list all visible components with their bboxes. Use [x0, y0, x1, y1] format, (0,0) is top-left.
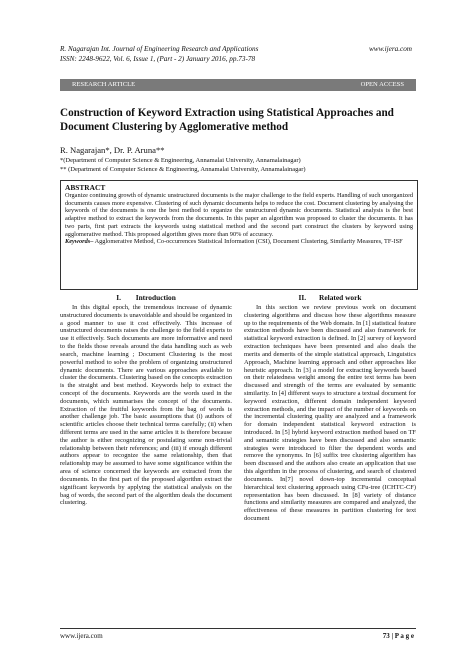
journal-website[interactable]: www.ijera.com	[369, 45, 412, 53]
author-affiliation-1: *(Department of Computer Science & Engineering, Annamalai University, Annamalainagar)	[60, 157, 301, 164]
page-number: 73 | P a g e	[382, 632, 414, 640]
left-column	[60, 293, 232, 507]
paper-title: Construction of Keyword Extraction using Statistical Approaches and Document Clustering by Agglomerative method	[60, 107, 394, 133]
journal-citation-line1: R. Nagarajan Int. Journal of Engineering Research and Applications	[60, 45, 259, 53]
related-work-text: In this section we review previous work on document clustering algorithms and discuss how these algorithms measure up to the requirements of the Web domain. In [1] statistical feature extraction methods have been discussed and also framework for statistical keyword extraction is defined. In [2] survey of keyword extraction techniques have been presented and also deals the merits and demerits of the simple statistical approach, Linguistics Approach, Machine learning approach and other approaches like heuristic approach. In [3] a model for extracting keywords based on their relatedness weight among the entire text terms has been discussed and strength of the terms are evaluated by semantic similarity. In [4] different ways to structure a textual document for keyword extraction, different domain independent keyword extraction methods, and the impact of the number of keywords on the incremental clustering quality are analyzed and a framework for domain independent statistical keyword extraction is introduced. In [5] hybrid keyword extraction method based on TF and semantic strategies have been discussed and also semantic strategies were introduced to filter the dependent words and remove the synonyms. In [6] suffix tree clustering algorithm has been discussed and the authors also create an application that use this algorithm in the process of clustering, and search of clustered documents. In[7] novel down-top incremental conceptual hierarchical text clustering approach using CFu-tree (ICHTC-CF) representation has been discussed. In [8] variety of distance functions and similarity measures are compared and analyzed, the effectiveness of these measures in partition clustering for text document	[244, 304, 416, 522]
keywords-list: Agglomerative Method, Co-occurrences Statistical Information (CSI), Document Clustering, Similarity Measures, TF-ISF	[93, 238, 403, 246]
abstract-text: Organize continuing growth of dynamic unstructured documents is the major challenge to the field experts. Handling of such unorganized documents causes more expensive. Clustering of such dynamic documents helps to reduce the cost. Document clustering by analysing the keywords of the documents is one the best method to organize the unstructured dynamic documents. Statistical analysis is the best adaptive method to extract the keywords from the documents. In this paper an algorithm was proposed to cluster the documents. It has two parts, first part extracts the keywords using statistical method and the second part construct the clusters by keyword using agglomerative method. This proposed algorithm gives more than 90% of accuracy.	[65, 192, 413, 238]
section-heading-introduction: I. Introduction	[116, 293, 176, 302]
introduction-text: In this digital epoch, the tremendous increase of dynamic unstructured documents is unavoidable and should be organized in a good manner to use it cost effectively. This increase of unstructured documents raises the challenge to the field experts to use it effectively. Such documents are more informative and need to the fields those reveals around the data handling such as web search, machine learning ; Document Clustering is the most powerful method to solve the problem of organizing unstructured dynamic documents. There are various approaches available to cluster the documents. Clustering based on the concepts extraction is the straight and best method. Keywords help to extract the concept of the documents. Keywords are the words used in the documents, which summarises the concept of the documents. Extraction of the fruitful keywords from the bag of words is another challenge job. The basic assumptions that (i) authors of scientific articles choose their technical terms carefully; (ii) when different terms are used in the same articles it is therefore because the author is either recognizing or postulating some non-trivial relationship between their references; and (iii) if enough different authors appear to recognize the same relationship, then that relationship may be assumed to have some significance within the area of science concerned the keywords are extracted from the documents. In the first part of the proposed algorithm extract the significant keywords by applying the statistical analysis on the bag of words, the second part of the algorithm deals the document clustering.	[60, 304, 232, 507]
keywords-label: Keywords–	[65, 238, 94, 246]
article-type-banner	[60, 79, 416, 91]
open-access-label: OPEN ACCESS	[360, 81, 404, 88]
author-affiliation-2: ** (Department of Computer Science & Engineering, Annamalai University, Annamalainagar)	[60, 166, 306, 173]
abstract-box	[60, 180, 418, 290]
footer-website[interactable]: www.ijera.com	[60, 632, 103, 640]
paper-authors: R. Nagarajan*, Dr. P. Aruna**	[60, 145, 165, 155]
abstract-heading: ABSTRACT	[65, 183, 106, 192]
footer-divider	[60, 628, 416, 629]
right-column	[244, 293, 416, 523]
research-article-label: RESEARCH ARTICLE	[72, 81, 136, 88]
keywords-line	[65, 238, 413, 246]
section-heading-related-work: II. Related work	[298, 293, 362, 302]
journal-citation-line2: ISSN: 2248-9622, Vol. 6, Issue 1, (Part - 2) January 2016, pp.73-78	[60, 55, 256, 63]
